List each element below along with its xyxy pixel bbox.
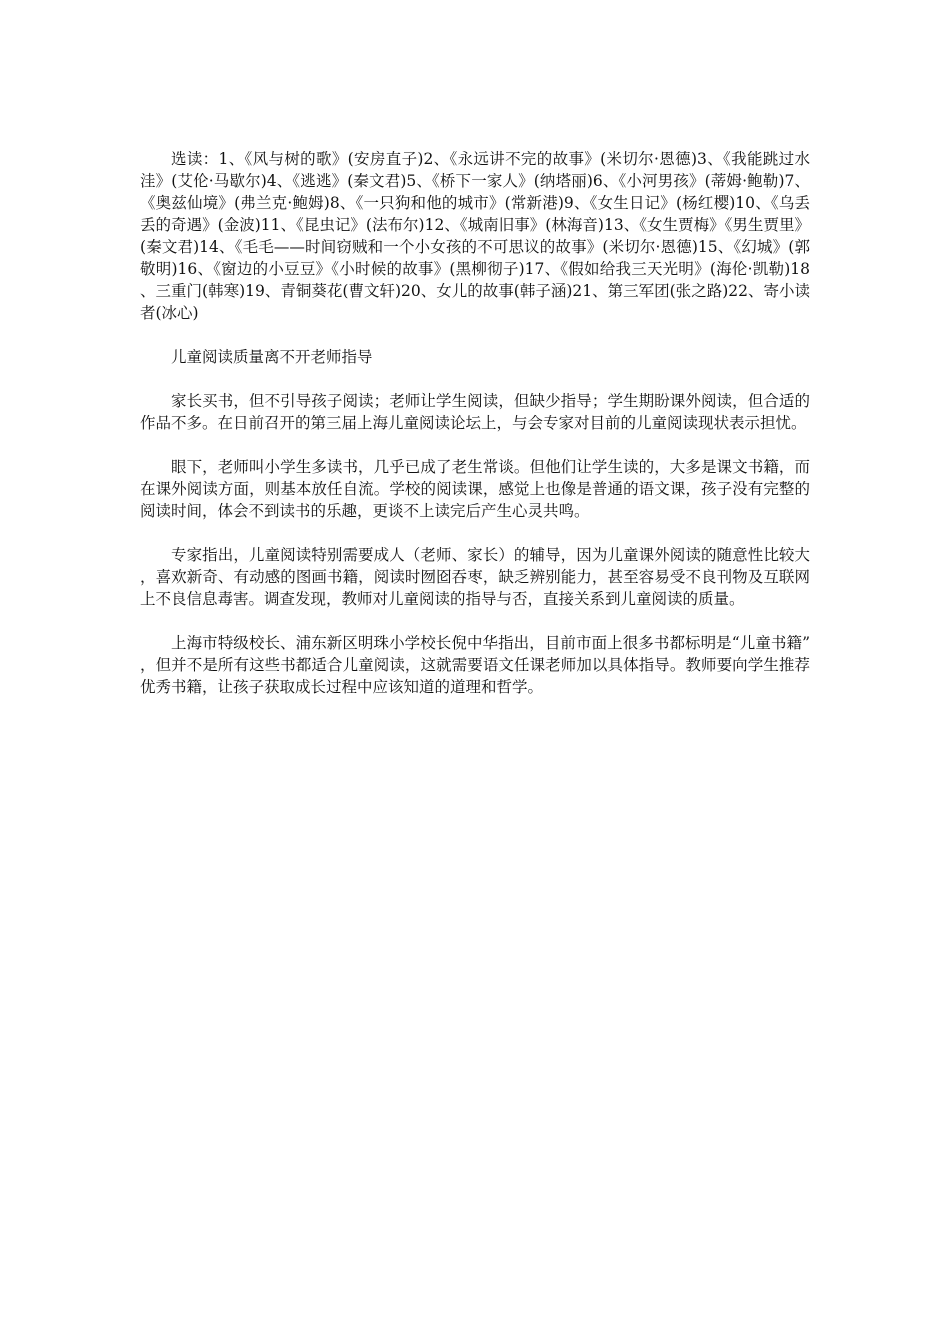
body-paragraph-experts: 专家指出，儿童阅读特别需要成人（老师、家长）的辅导，因为儿童课外阅读的随意性比较大，喜欢新奇、有动感的图画书籍，阅读时囫囵吞枣，缺乏辨别能力，甚至容易受不良刊物及互联网上不良信息毒害。调查发现，教师对儿童阅读的指导与否，直接关系到儿童阅读的质量。: [140, 546, 810, 608]
reading-list-paragraph: 选读：1、《风与树的歌》(安房直子)2、《永远讲不完的故事》(米切尔·恩德)3、《我能跳过水洼》(艾伦·马歇尔)4、《逃逃》(秦文君)5、《桥下一家人》(纳塔丽)6、《小河男孩》(蒂姆·鲍勒)7、《奥兹仙境》(弗兰克·鲍姆)8、《一只狗和他的城市》(常新港)9、《女生日记》(杨红樱)10、《乌丢丢的奇遇》(金波)11、《昆虫记》(法布尔)12、《城南旧事》(林海音)13、《女生贾梅》《男生贾里》(秦文君)14、《毛毛——时间窃贼和一个小女孩的不可思议的故事》(米切尔·恩德)15、《幻城》(郭敬明)16、《窗边的小豆豆》《小时候的故事》(黑柳彻子)17、《假如给我三天光明》(海伦·凯勒)18、三重门(韩寒)19、青铜葵花(曹文轩)20、女儿的故事(韩子涵)21、第三军团(张之路)22、寄小读者(冰心): [140, 150, 810, 322]
document-page: [140, 148, 810, 720]
section-heading: 儿童阅读质量离不开老师指导: [171, 348, 373, 366]
body-paragraph-principal: 上海市特级校长、浦东新区明珠小学校长倪中华指出，目前市面上很多书都标明是“儿童书籍”，但并不是所有这些书都适合儿童阅读，这就需要语文任课老师加以具体指导。教师要向学生推荐优秀书籍，让孩子获取成长过程中应该知道的道理和哲学。: [140, 634, 810, 696]
body-paragraph-teachers: 眼下，老师叫小学生多读书，几乎已成了老生常谈。但他们让学生读的，大多是课文书籍，而在课外阅读方面，则基本放任自流。学校的阅读课，感觉上也像是普通的语文课，孩子没有完整的阅读时间，体会不到读书的乐趣，更谈不上读完后产生心灵共鸣。: [140, 458, 810, 520]
body-paragraph-parents: 家长买书，但不引导孩子阅读；老师让学生阅读，但缺少指导；学生期盼课外阅读，但合适的作品不多。在日前召开的第三届上海儿童阅读论坛上，与会专家对目前的儿童阅读现状表示担忧。: [140, 392, 810, 432]
